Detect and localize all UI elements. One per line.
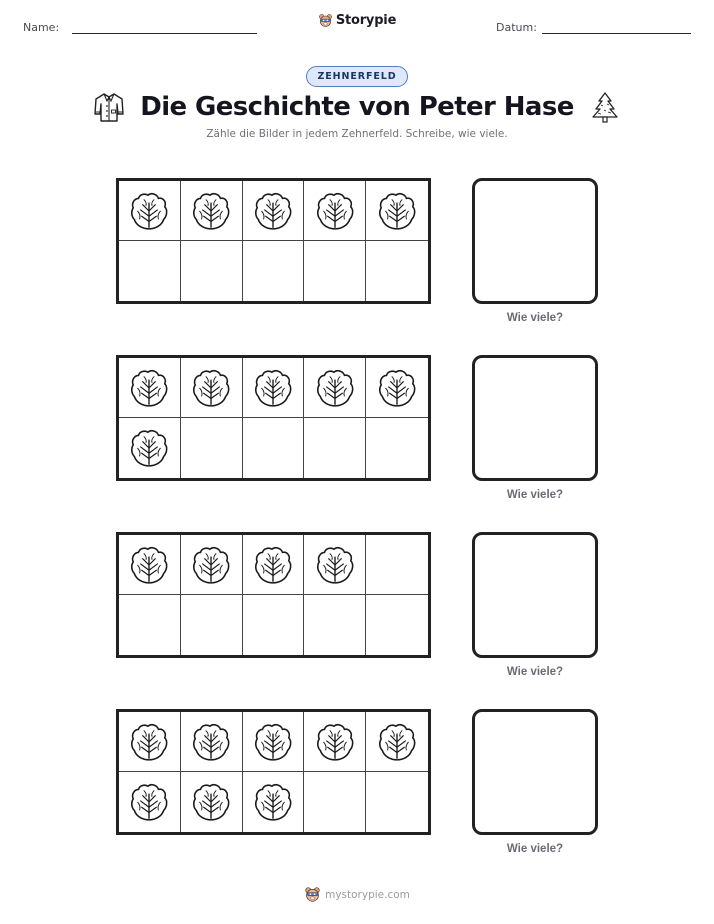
ten-frame-cell [366,418,428,478]
ten-frame-cell [366,712,428,772]
ten-frame-cell [243,712,305,772]
name-label: Name: [23,21,60,34]
ten-frame-cell [366,772,428,832]
lettuce-icon [376,367,418,409]
lettuce-icon [314,367,356,409]
footer-site: mystorypie.com [325,888,410,901]
ten-frame-cell [243,595,305,655]
ten-frame [116,532,431,658]
ten-frame-cell [304,595,366,655]
ten-frame-cell [304,181,366,241]
ten-frame-cell [119,241,181,301]
ten-frame-cell [181,595,243,655]
ten-frame-cell [366,595,428,655]
ten-frame-cell [243,358,305,418]
ten-frame-cell [304,772,366,832]
lettuce-icon [190,190,232,232]
answer-box[interactable] [472,532,598,658]
ten-frame-cell [366,181,428,241]
lettuce-icon [190,721,232,763]
brand-logo [0,13,714,33]
pine-tree-icon [588,90,622,124]
date-label: Datum: [496,21,537,34]
lettuce-icon [128,190,170,232]
ten-frame-cell [243,181,305,241]
ten-frame-cell [181,181,243,241]
page-title: Die Geschichte von Peter Hase [140,92,574,122]
topic-badge: ZEHNERFELD [306,66,407,87]
ten-frame-cell [366,358,428,418]
lettuce-icon [128,721,170,763]
answer-box[interactable] [472,178,598,304]
lettuce-icon [128,427,170,469]
ten-frame-cell [181,772,243,832]
instructions: Zähle die Bilder in jedem Zehnerfeld. Schreibe, wie viele. [206,128,508,140]
ten-frame-cell [119,712,181,772]
footer [0,886,714,908]
ten-frame-cell [119,595,181,655]
lettuce-icon [252,781,294,823]
bear-icon [318,13,333,28]
question-label: Wie viele? [506,666,564,678]
ten-frame-cell [181,535,243,595]
ten-frame-cell [119,181,181,241]
ten-frame-cell [119,535,181,595]
ten-frame-cell [304,535,366,595]
ten-frame-cell [243,418,305,478]
ten-frame-cell [119,358,181,418]
bear-icon [304,886,321,903]
answer-box[interactable] [472,355,598,481]
lettuce-icon [314,190,356,232]
ten-frame [116,355,431,481]
title-row [0,90,714,124]
name-line[interactable] [72,33,257,34]
ten-frame-cell [304,241,366,301]
lettuce-icon [252,367,294,409]
question-label: Wie viele? [506,312,564,324]
lettuce-icon [252,721,294,763]
brand-name: Storypie [335,13,397,28]
ten-frame-cell [181,241,243,301]
ten-frame-cell [119,772,181,832]
lettuce-icon [314,544,356,586]
ten-frame-cell [366,535,428,595]
lettuce-icon [128,544,170,586]
jacket-icon [92,90,126,124]
ten-frame-cell [181,712,243,772]
lettuce-icon [190,367,232,409]
question-label: Wie viele? [506,843,564,855]
lettuce-icon [190,544,232,586]
ten-frame-cell [119,418,181,478]
lettuce-icon [252,190,294,232]
date-line[interactable] [542,33,691,34]
badge-container [0,66,714,87]
ten-frame-cell [304,358,366,418]
lettuce-icon [128,781,170,823]
ten-frame-cell [181,418,243,478]
question-label: Wie viele? [506,489,564,501]
ten-frame-cell [304,418,366,478]
ten-frame-cell [181,358,243,418]
lettuce-icon [376,721,418,763]
ten-frame-cell [366,241,428,301]
lettuce-icon [252,544,294,586]
lettuce-icon [128,367,170,409]
ten-frame-cell [243,535,305,595]
ten-frame-cell [243,772,305,832]
lettuce-icon [376,190,418,232]
answer-box[interactable] [472,709,598,835]
ten-frame-cell [243,241,305,301]
ten-frame [116,709,431,835]
lettuce-icon [190,781,232,823]
ten-frame-cell [304,712,366,772]
lettuce-icon [314,721,356,763]
ten-frame [116,178,431,304]
